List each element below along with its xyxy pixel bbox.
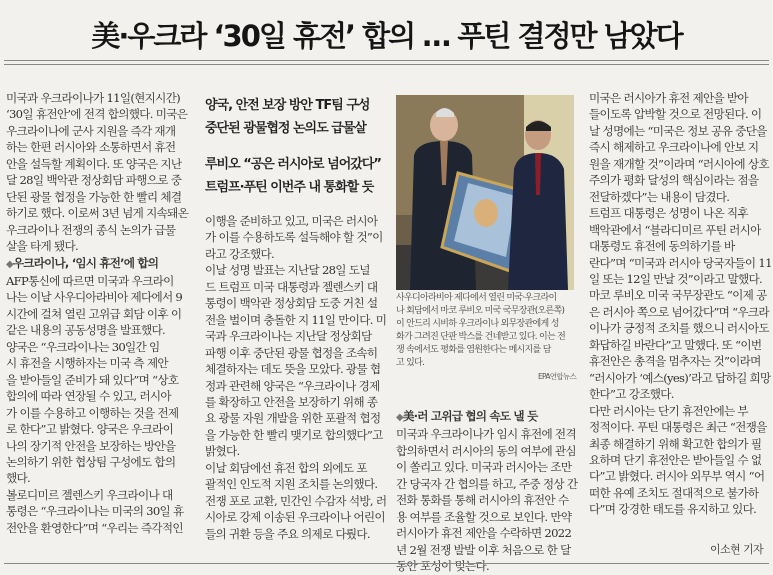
text-line: 가 이를 수용하도록 설득해야 할 것”이 — [205, 230, 383, 245]
text-line: 화답하길 바란다”고 말했다. 또 “이번 — [589, 337, 762, 352]
deck-subhead: 중단된 광물협정 논의도 급물살 — [205, 121, 366, 136]
text-line: 란다”며 “미국과 러시아 당국자들이 11 — [589, 255, 772, 270]
headline: 美·우크라 ‘30일 휴전’ 합의 … 푸틴 결정만 남았다 — [91, 19, 682, 53]
text-line: 다”며 강경한 태도를 유지하고 있다. — [589, 502, 757, 517]
text-line: 나는 이날 사우디아라비아 제다에서 9 — [6, 290, 183, 305]
text-line: 원을 재개할 것”이라며 “러시아에 상호 — [589, 156, 769, 171]
deck-subhead: 트럼프·푸틴 이번주 내 통화할 듯 — [205, 180, 374, 195]
caption-text — [396, 292, 576, 370]
text-line: 나의 장기적 안전을 보장하는 방안을 — [6, 438, 176, 453]
section-subtitle — [396, 408, 576, 426]
text-line: 마코 루비오 미국 국무장관도 “이제 공 — [589, 288, 767, 303]
article-column-4 — [589, 90, 772, 518]
text-line: 트럼프 대통령은 성명이 나온 직후 — [589, 206, 748, 221]
section-subtitle — [6, 255, 186, 273]
subtitle-text: 美·러 고위급 협의 속도 낼 듯 — [402, 409, 538, 423]
text-line: 백악관에서 “블라디미르 푸틴 러시아 — [589, 222, 761, 237]
text-line: 날 성명에는 “미국은 정보 공유 중단을 — [589, 123, 767, 138]
text-line: 러시아가 휴전 제안을 수락하면 2022 — [396, 526, 572, 541]
text-line: 을 받아들일 준비가 돼 있다”며 “상호 — [6, 372, 179, 387]
text-line: 논의하기 위한 협상팀 구성에도 합의 — [6, 454, 176, 469]
text-line: 하기로 했다. 이로써 3년 넘게 지속돼온 — [6, 206, 189, 221]
text-line: 이 쏠리고 있다. 미국과 러시아는 조만 — [396, 460, 572, 475]
text-line: 요하며 단기 휴전안은 받아들일 수 없 — [589, 452, 762, 467]
paragraph — [589, 90, 769, 205]
text-line: 통령이 백악관 정상회담 도중 거친 설 — [205, 296, 378, 311]
article-column-1 — [6, 90, 189, 536]
text-line: 시아로 강제 이송된 우크라이나 어린이 — [205, 510, 385, 525]
text-line: 양국은 “우크라이나는 30일간 임 — [6, 339, 160, 354]
text-line: 시간에 걸쳐 열린 고위급 회담 이후 이 — [6, 306, 182, 321]
text-line: 괄적인 인도적 지원 조치를 논의했다. — [205, 477, 378, 492]
text-line: 이 안드리 시비하 우크라이나 외무장관에게 성 — [396, 319, 559, 329]
text-line: AFP통신에 따르면 미국과 우크라이 — [6, 273, 174, 288]
text-line: 드 트럼프 미국 대통령과 젤렌스키 대 — [205, 279, 378, 294]
text-line: 요 광물 자원 개발을 위한 포괄적 협정 — [205, 411, 381, 426]
text-line: 동안 포성이 멎는다. — [396, 559, 489, 574]
text-line: 대통령도 휴전에 동의하기를 바 — [589, 239, 735, 254]
paragraph — [589, 205, 772, 402]
paragraph — [205, 262, 387, 459]
text-line: 다”고 밝혔다. 러시아 외무부 역시 “어 — [589, 469, 765, 484]
text-line: 국과 우크라이나는 지난달 정상회담 — [205, 329, 372, 344]
text-line: 라고 강조했다. — [205, 246, 274, 261]
diamond-icon: ◆ — [6, 258, 13, 270]
text-line: 을 가능한 한 빨리 맺기로 합의했다”고 — [205, 427, 383, 442]
text-line: ‘30일 휴전안’에 전격 합의했다. 미국은 — [6, 107, 188, 122]
text-line: 밝혔다. — [205, 444, 240, 459]
paragraph — [6, 487, 186, 536]
text-line: 나 회담에서 마코 루비오 미국 국무장관(오른쪽) — [396, 306, 565, 316]
photo-caption — [396, 292, 576, 383]
text-line: 합의에 따라 연장될 수 있고, 러시아 — [6, 389, 171, 404]
paragraph — [6, 273, 186, 339]
text-line: 전달하겠다”는 내용이 담겼다. — [589, 189, 730, 204]
paragraph — [589, 403, 769, 518]
text-line: 화가 그려진 단판 박스를 건네받고 있다. 이는 전 — [396, 332, 566, 342]
paragraph — [6, 339, 186, 487]
text-line: 같은 내용의 공동성명을 발표했다. — [6, 323, 165, 338]
text-line: 주의가 평화 달성의 핵심이라는 점을 — [589, 173, 759, 188]
text-line: 은 러시아 쪽으로 넘어갔다”며 “우크라 — [589, 304, 769, 319]
text-line: 고 있다. — [396, 358, 425, 368]
text-line: 가 이를 수용하고 이행하는 것을 전제 — [6, 405, 179, 420]
photo-credit: EPA연합뉴스 — [538, 372, 576, 381]
text-line: 했다. — [6, 471, 30, 486]
top-rule — [4, 60, 769, 61]
top-rule-inner — [4, 64, 769, 65]
photo-illustration — [396, 95, 574, 290]
text-line: 안을 설득할 계획이다. 또 양국은 지난 — [6, 156, 182, 171]
text-line: 이행을 준비하고 있고, 미국은 러시아 — [205, 214, 378, 228]
text-line: 일 또는 12일 만날 것”이라고 말했다. — [589, 271, 762, 286]
text-line: 통령은 “우크라이나는 미국의 30일 휴 — [6, 504, 184, 519]
text-line: 체결하자는 데도 뜻을 모았다. 광물 협 — [205, 362, 381, 377]
text-line: 사우디아라비아 제다에서 열린 미국·우크라이 — [396, 293, 557, 303]
text-line: 하는 한편 러시아와 소통하면서 휴전 — [6, 140, 176, 155]
bottom-rule — [4, 563, 769, 564]
text-line: 이날 회담에선 휴전 합의 외에도 포 — [205, 460, 367, 475]
paragraph — [6, 90, 189, 255]
text-line: 떠한 유예 조치도 절대적으로 불가하 — [589, 485, 759, 500]
text-line: 볼로디미르 젤렌스키 우크라이나 대 — [6, 487, 173, 502]
text-line: 이나가 긍정적 조치를 했으니 러시아도 — [589, 321, 769, 336]
deck-subhead: 양국, 안전 보장 방안 TF팀 구성 — [205, 98, 370, 113]
text-line: 살을 타게 됐다. — [6, 239, 78, 254]
text-line: 휴전안은 총격을 멈추자는 것”이라며 — [589, 354, 761, 369]
text-line: 합의하면서 러시아의 동의 여부에 관심 — [396, 443, 576, 458]
news-photo — [396, 95, 574, 290]
text-line: 정과 관련해 양국은 “우크라이나 경제 — [205, 378, 380, 393]
text-line: 한다”고 강조했다. — [589, 387, 674, 402]
text-line: 단된 광물 협정을 가능한 한 빨리 체결 — [6, 189, 182, 204]
text-line: 미국과 우크라이나가 11일(현지시간) — [6, 91, 180, 105]
text-line: 최종 해결하기 위해 확고한 합의가 필 — [589, 436, 762, 451]
text-line: 간 당국자 간 협의를 하고, 주중 정상 간 — [396, 476, 578, 491]
text-line: 정적이다. 푸틴 대통령은 최근 “전쟁을 — [589, 420, 767, 435]
text-line: 들의 귀환 등을 주요 의제로 다뤘다. — [205, 526, 370, 541]
text-line: 들이도록 압박할 것으로 전망된다. 이 — [589, 107, 762, 122]
text-line: 시 휴전을 시행하자는 미국 측 제안 — [6, 356, 168, 371]
text-line: 쟁 속에서도 평화를 염원한다는 메시지를 담 — [396, 345, 551, 355]
text-line: 즉시 해제하고 우크라이나에 안보 지 — [589, 140, 759, 155]
text-line: 우크라이나에 군사 지원을 즉각 재개 — [6, 123, 176, 138]
paragraph — [205, 460, 387, 542]
subtitle-text: 우크라이나, ‘임시 휴전’에 합의 — [12, 255, 159, 270]
paragraph — [396, 426, 576, 574]
text-line: 미국과 우크라이나가 임시 휴전에 전격 — [396, 427, 576, 442]
text-line: 년 2월 전쟁 발발 이후 처음으로 한 달 — [396, 542, 571, 557]
text-line: 달 28일 백악관 정상회담 파행으로 중 — [6, 173, 182, 188]
article-column-3 — [396, 408, 576, 575]
text-line: 파행 이후 중단된 광물 협정을 조속히 — [205, 345, 378, 360]
text-line: 전쟁 포로 교환, 민간인 수감자 석방, 러 — [205, 493, 387, 508]
text-line: 우크라이나 전쟁의 종식 논의가 급물 — [6, 222, 176, 237]
text-line: 를 확장하고 안전을 보장하기 위해 종 — [205, 394, 378, 409]
text-line: 전화 통화를 통해 러시아의 휴전안 수 — [396, 493, 569, 508]
byline: 이소현 기자 — [709, 543, 763, 556]
deck-subhead: 루비오 “공은 러시아로 넘어갔다” — [205, 157, 381, 172]
text-line: 다만 러시아는 단기 휴전안에는 부 — [589, 403, 748, 418]
diamond-icon: ◆ — [396, 412, 403, 423]
text-line: 미국은 러시아가 휴전 제안을 받아 — [589, 91, 748, 105]
text-line: “러시아가 ‘예스(yes)’라고 답하길 희망 — [589, 370, 771, 385]
text-line: 전을 벌이며 충돌한 지 11일 만이다. 미 — [205, 312, 387, 327]
text-line: 전안을 환영한다”며 “우리는 즉각적인 — [6, 520, 183, 535]
paragraph — [205, 213, 383, 262]
text-line: 이날 성명 발표는 지난달 28일 도널 — [205, 263, 370, 278]
text-line: 용 여부를 조율할 것으로 보인다. 만약 — [396, 509, 572, 524]
text-line: 로 한다”고 밝혔다. 양국은 우크라이 — [6, 422, 174, 437]
article-column-2 — [205, 213, 387, 542]
